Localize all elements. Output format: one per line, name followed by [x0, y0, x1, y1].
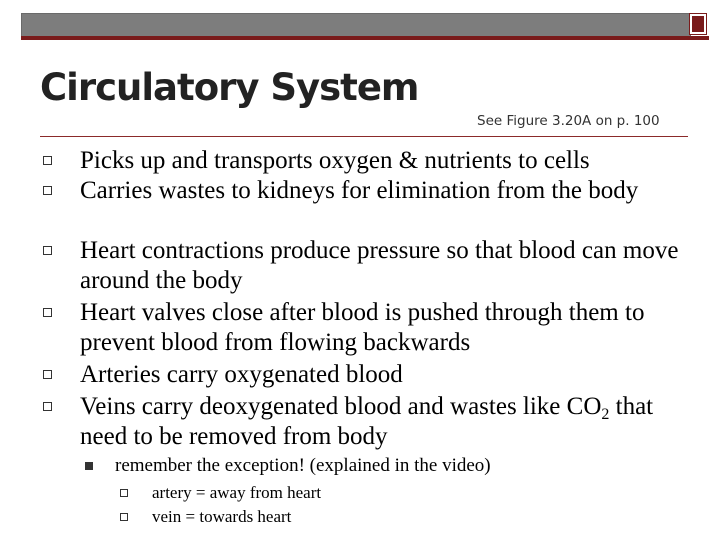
bullet-text-part: Veins carry deoxygenated blood and wastes like CO: [80, 393, 602, 420]
bullet-item: [80, 176, 690, 206]
bullet-item: [80, 146, 690, 176]
hollow-square-bullet-icon: [43, 186, 52, 195]
bullet-text: Heart contractions produce pressure so that blood can move around the body: [80, 237, 679, 294]
sub-sub-bullet-item: [152, 482, 321, 504]
bullet-text: Heart valves close after blood is pushed through them to prevent blood from flowing backwards: [80, 299, 645, 356]
corner-decoration: [689, 13, 707, 35]
sub-bullet-item: [115, 454, 491, 478]
bullet-item: [80, 392, 690, 452]
hollow-square-bullet-icon: [120, 489, 128, 497]
bullet-item: [80, 236, 690, 296]
subscript: 2: [601, 406, 610, 423]
bullet-text: Arteries carry oxygenated blood: [80, 361, 403, 388]
bullet-text: Picks up and transports oxygen & nutrients to cells: [80, 147, 590, 174]
hollow-square-bullet-icon: [120, 513, 128, 521]
sub-sub-bullet-item: [152, 506, 291, 528]
hollow-square-bullet-icon: [43, 246, 52, 255]
hollow-square-bullet-icon: [43, 308, 52, 317]
figure-reference: See Figure 3.20A on p. 100: [477, 113, 660, 129]
title-divider: [40, 136, 688, 137]
hollow-square-bullet-icon: [43, 156, 52, 165]
sub-bullet-text: remember the exception! (explained in the video): [115, 455, 491, 476]
header-bar: [21, 13, 691, 37]
header-underline: [21, 36, 709, 40]
slide-title: Circulatory System: [40, 66, 419, 109]
bullet-text: Carries wastes to kidneys for elimination from the body: [80, 177, 639, 204]
sub-sub-bullet-text: vein = towards heart: [152, 507, 292, 526]
bullet-item: [80, 360, 690, 390]
hollow-square-bullet-icon: [43, 402, 52, 411]
filled-square-bullet-icon: [85, 462, 93, 470]
bullet-text: [80, 393, 653, 450]
bullet-text-part: that need to be removed from body: [80, 393, 654, 450]
sub-sub-bullet-text: artery = away from heart: [152, 483, 322, 502]
bullet-item: [80, 298, 690, 358]
hollow-square-bullet-icon: [43, 370, 52, 379]
